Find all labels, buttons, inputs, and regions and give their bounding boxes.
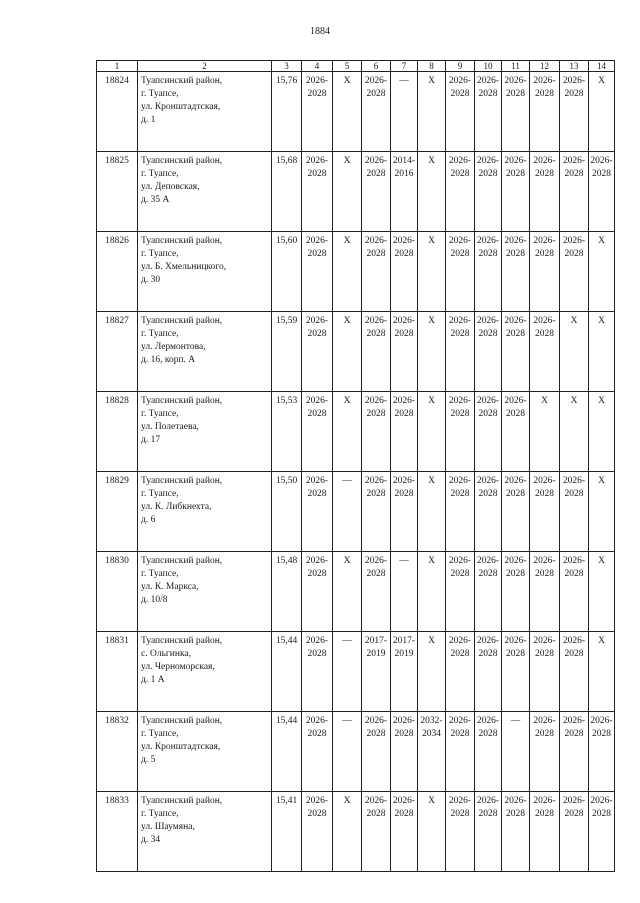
period-cell-col-4: 2026- 2028 [302, 232, 333, 312]
period-cell-col-14: X [589, 232, 615, 312]
period-cell-col-8: X [418, 792, 446, 872]
period-cell-col-9: 2026- 2028 [446, 152, 475, 232]
period-cell-col-11: 2026- 2028 [502, 792, 530, 872]
address-line: г. Туапсе, [141, 89, 179, 99]
period-cell-col-12: 2026- 2028 [530, 232, 560, 312]
period-cell-col-9: 2026- 2028 [446, 72, 475, 152]
period-cell-col-8: X [418, 232, 446, 312]
period-cell-col-5: — [333, 472, 362, 552]
period-cell-col-6: 2026- 2028 [362, 472, 391, 552]
period-cell-col-12: 2026- 2028 [530, 312, 560, 392]
area-value: 15,53 [272, 392, 302, 472]
period-cell-col-9: 2026- 2028 [446, 232, 475, 312]
period-cell-col-6: 2026- 2028 [362, 72, 391, 152]
period-cell-col-10: 2026- 2028 [475, 232, 502, 312]
period-cell-col-12: 2026- 2028 [530, 632, 560, 712]
period-cell-col-8: X [418, 472, 446, 552]
period-cell-col-13: 2026- 2028 [560, 712, 589, 792]
address-cell [138, 632, 272, 712]
period-cell-col-4: 2026- 2028 [302, 792, 333, 872]
address-line: ул. Шаумяна, [141, 822, 195, 832]
column-header-1: 1 [97, 61, 138, 72]
page-number: 1884 [310, 26, 330, 37]
table-row [97, 552, 615, 632]
address-line: г. Туапсе, [141, 409, 179, 419]
period-cell-col-11: 2026- 2028 [502, 72, 530, 152]
area-value: 15,41 [272, 792, 302, 872]
period-cell-col-7: 2026- 2028 [391, 792, 418, 872]
period-cell-col-7: 2026- 2028 [391, 472, 418, 552]
period-cell-col-10: 2026- 2028 [475, 552, 502, 632]
address-line: д. 17 [141, 435, 161, 445]
address-line: г. Туапсе, [141, 249, 179, 259]
table-row [97, 792, 615, 872]
period-cell-col-6: 2026- 2028 [362, 152, 391, 232]
period-cell-col-10: 2026- 2028 [475, 712, 502, 792]
table-row [97, 232, 615, 312]
row-number: 18832 [97, 712, 138, 792]
table-row [97, 392, 615, 472]
column-header-3: 3 [272, 61, 302, 72]
period-cell-col-8: X [418, 72, 446, 152]
period-cell-col-8: X [418, 392, 446, 472]
table-row [97, 312, 615, 392]
period-cell-col-10: 2026- 2028 [475, 312, 502, 392]
column-header-11: 11 [502, 61, 530, 72]
period-cell-col-14: X [589, 72, 615, 152]
column-header-5: 5 [333, 61, 362, 72]
row-number: 18829 [97, 472, 138, 552]
address-line: Туапсинский район, [141, 236, 223, 246]
address-line: д. 5 [141, 755, 156, 765]
period-cell-col-5: — [333, 712, 362, 792]
period-cell-col-14: X [589, 392, 615, 472]
column-header-8: 8 [418, 61, 446, 72]
period-cell-col-10: 2026- 2028 [475, 472, 502, 552]
period-cell-col-4: 2026- 2028 [302, 392, 333, 472]
period-cell-col-11: 2026- 2028 [502, 632, 530, 712]
period-cell-col-5: X [333, 152, 362, 232]
address-line: г. Туапсе, [141, 809, 179, 819]
row-number: 18831 [97, 632, 138, 712]
address-line: Туапсинский район, [141, 156, 223, 166]
row-number: 18825 [97, 152, 138, 232]
period-cell-col-8: X [418, 552, 446, 632]
period-cell-col-13: X [560, 392, 589, 472]
column-header-2: 2 [138, 61, 272, 72]
period-cell-col-7: — [391, 552, 418, 632]
address-line: д. 10/8 [141, 595, 168, 605]
period-cell-col-8: X [418, 152, 446, 232]
period-cell-col-5: X [333, 552, 362, 632]
area-value: 15,76 [272, 72, 302, 152]
period-cell-col-11: 2026- 2028 [502, 552, 530, 632]
column-header-12: 12 [530, 61, 560, 72]
period-cell-col-9: 2026- 2028 [446, 712, 475, 792]
address-line: д. 16, корп. А [141, 355, 196, 365]
address-line: г. Туапсе, [141, 329, 179, 339]
area-value: 15,59 [272, 312, 302, 392]
address-cell [138, 472, 272, 552]
period-cell-col-10: 2026- 2028 [475, 152, 502, 232]
period-cell-col-6: 2026- 2028 [362, 792, 391, 872]
row-number: 18833 [97, 792, 138, 872]
column-header-13: 13 [560, 61, 589, 72]
period-cell-col-7: 2026- 2028 [391, 392, 418, 472]
period-cell-col-4: 2026- 2028 [302, 312, 333, 392]
row-number: 18830 [97, 552, 138, 632]
area-value: 15,50 [272, 472, 302, 552]
period-cell-col-8: 2032- 2034 [418, 712, 446, 792]
period-cell-col-9: 2026- 2028 [446, 632, 475, 712]
period-cell-col-12: 2026- 2028 [530, 72, 560, 152]
registry-table [96, 60, 615, 872]
address-line: г. Туапсе, [141, 729, 179, 739]
period-cell-col-7: 2026- 2028 [391, 312, 418, 392]
period-cell-col-9: 2026- 2028 [446, 312, 475, 392]
address-line: Туапсинский район, [141, 556, 223, 566]
period-cell-col-13: X [560, 312, 589, 392]
address-line: Туапсинский район, [141, 716, 223, 726]
address-line: г. Туапсе, [141, 569, 179, 579]
address-cell [138, 712, 272, 792]
table-row [97, 72, 615, 152]
period-cell-col-14: X [589, 632, 615, 712]
address-line: ул. Деповская, [141, 182, 200, 192]
table-row [97, 152, 615, 232]
column-header-9: 9 [446, 61, 475, 72]
period-cell-col-6: 2026- 2028 [362, 552, 391, 632]
period-cell-col-12: X [530, 392, 560, 472]
address-cell [138, 392, 272, 472]
address-line: д. 1 А [141, 675, 165, 685]
address-line: д. 34 [141, 835, 161, 845]
period-cell-col-7: — [391, 72, 418, 152]
period-cell-col-10: 2026- 2028 [475, 392, 502, 472]
period-cell-col-8: X [418, 632, 446, 712]
period-cell-col-14: X [589, 472, 615, 552]
period-cell-col-4: 2026- 2028 [302, 712, 333, 792]
period-cell-col-13: 2026- 2028 [560, 792, 589, 872]
address-line: Туапсинский район, [141, 796, 223, 806]
period-cell-col-13: 2026- 2028 [560, 632, 589, 712]
area-value: 15,60 [272, 232, 302, 312]
period-cell-col-5: — [333, 632, 362, 712]
period-cell-col-14: 2026- 2028 [589, 712, 615, 792]
period-cell-col-11: 2026- 2028 [502, 312, 530, 392]
period-cell-col-5: X [333, 312, 362, 392]
period-cell-col-12: 2026- 2028 [530, 712, 560, 792]
row-number: 18824 [97, 72, 138, 152]
address-line: Туапсинский район, [141, 396, 223, 406]
period-cell-col-5: X [333, 792, 362, 872]
period-cell-col-6: 2026- 2028 [362, 312, 391, 392]
period-cell-col-14: X [589, 312, 615, 392]
address-line: ул. Кронштадтская, [141, 742, 221, 752]
address-line: Туапсинский район, [141, 476, 223, 486]
period-cell-col-9: 2026- 2028 [446, 472, 475, 552]
period-cell-col-13: 2026- 2028 [560, 552, 589, 632]
row-number: 18826 [97, 232, 138, 312]
period-cell-col-4: 2026- 2028 [302, 72, 333, 152]
period-cell-col-12: 2026- 2028 [530, 152, 560, 232]
area-value: 15,44 [272, 712, 302, 792]
period-cell-col-12: 2026- 2028 [530, 552, 560, 632]
period-cell-col-13: 2026- 2028 [560, 72, 589, 152]
address-line: ул. К. Либкнехта, [141, 502, 212, 512]
address-line: Туапсинский район, [141, 636, 223, 646]
period-cell-col-8: X [418, 312, 446, 392]
period-cell-col-5: X [333, 392, 362, 472]
period-cell-col-9: 2026- 2028 [446, 792, 475, 872]
period-cell-col-10: 2026- 2028 [475, 632, 502, 712]
area-value: 15,44 [272, 632, 302, 712]
address-cell [138, 232, 272, 312]
period-cell-col-12: 2026- 2028 [530, 792, 560, 872]
period-cell-col-9: 2026- 2028 [446, 552, 475, 632]
period-cell-col-5: X [333, 232, 362, 312]
address-cell [138, 792, 272, 872]
address-line: д. 30 [141, 275, 161, 285]
address-line: ул. Полетаева, [141, 422, 199, 432]
period-cell-col-4: 2026- 2028 [302, 472, 333, 552]
period-cell-col-11: 2026- 2028 [502, 392, 530, 472]
column-header-10: 10 [475, 61, 502, 72]
address-line: ул. Б. Хмельницкого, [141, 262, 227, 272]
address-line: ул. Кронштадтская, [141, 102, 221, 112]
period-cell-col-11: 2026- 2028 [502, 472, 530, 552]
period-cell-col-6: 2026- 2028 [362, 232, 391, 312]
period-cell-col-7: 2017- 2019 [391, 632, 418, 712]
address-line: Туапсинский район, [141, 316, 223, 326]
period-cell-col-14: X [589, 552, 615, 632]
period-cell-col-13: 2026- 2028 [560, 232, 589, 312]
address-cell [138, 72, 272, 152]
address-line: г. Туапсе, [141, 489, 179, 499]
address-cell [138, 312, 272, 392]
period-cell-col-7: 2014- 2016 [391, 152, 418, 232]
period-cell-col-5: X [333, 72, 362, 152]
address-cell [138, 152, 272, 232]
header-row [97, 61, 615, 72]
column-header-4: 4 [302, 61, 333, 72]
address-line: ул. К. Маркса, [141, 582, 199, 592]
row-number: 18828 [97, 392, 138, 472]
period-cell-col-4: 2026- 2028 [302, 552, 333, 632]
area-value: 15,48 [272, 552, 302, 632]
period-cell-col-13: 2026- 2028 [560, 472, 589, 552]
period-cell-col-11: 2026- 2028 [502, 152, 530, 232]
period-cell-col-4: 2026- 2028 [302, 152, 333, 232]
period-cell-col-10: 2026- 2028 [475, 792, 502, 872]
period-cell-col-11: — [502, 712, 530, 792]
address-line: Туапсинский район, [141, 76, 223, 86]
period-cell-col-7: 2026- 2028 [391, 712, 418, 792]
period-cell-col-6: 2026- 2028 [362, 712, 391, 792]
address-line: д. 1 [141, 115, 156, 125]
table-row [97, 712, 615, 792]
address-line: с. Ольгинка, [141, 649, 192, 659]
period-cell-col-9: 2026- 2028 [446, 392, 475, 472]
period-cell-col-12: 2026- 2028 [530, 472, 560, 552]
period-cell-col-14: 2026- 2028 [589, 792, 615, 872]
column-header-7: 7 [391, 61, 418, 72]
period-cell-col-10: 2026- 2028 [475, 72, 502, 152]
table-row [97, 472, 615, 552]
period-cell-col-6: 2026- 2028 [362, 392, 391, 472]
address-line: ул. Лермонтова, [141, 342, 206, 352]
area-value: 15,68 [272, 152, 302, 232]
period-cell-col-11: 2026- 2028 [502, 232, 530, 312]
address-line: д. 6 [141, 515, 156, 525]
column-header-6: 6 [362, 61, 391, 72]
table-body [97, 72, 615, 872]
address-line: г. Туапсе, [141, 169, 179, 179]
period-cell-col-14: 2026- 2028 [589, 152, 615, 232]
column-header-14: 14 [589, 61, 615, 72]
period-cell-col-7: 2026- 2028 [391, 232, 418, 312]
row-number: 18827 [97, 312, 138, 392]
period-cell-col-6: 2017- 2019 [362, 632, 391, 712]
address-line: ул. Черноморская, [141, 662, 215, 672]
period-cell-col-13: 2026- 2028 [560, 152, 589, 232]
address-cell [138, 552, 272, 632]
address-line: д. 35 А [141, 195, 170, 205]
table-row [97, 632, 615, 712]
period-cell-col-4: 2026- 2028 [302, 632, 333, 712]
